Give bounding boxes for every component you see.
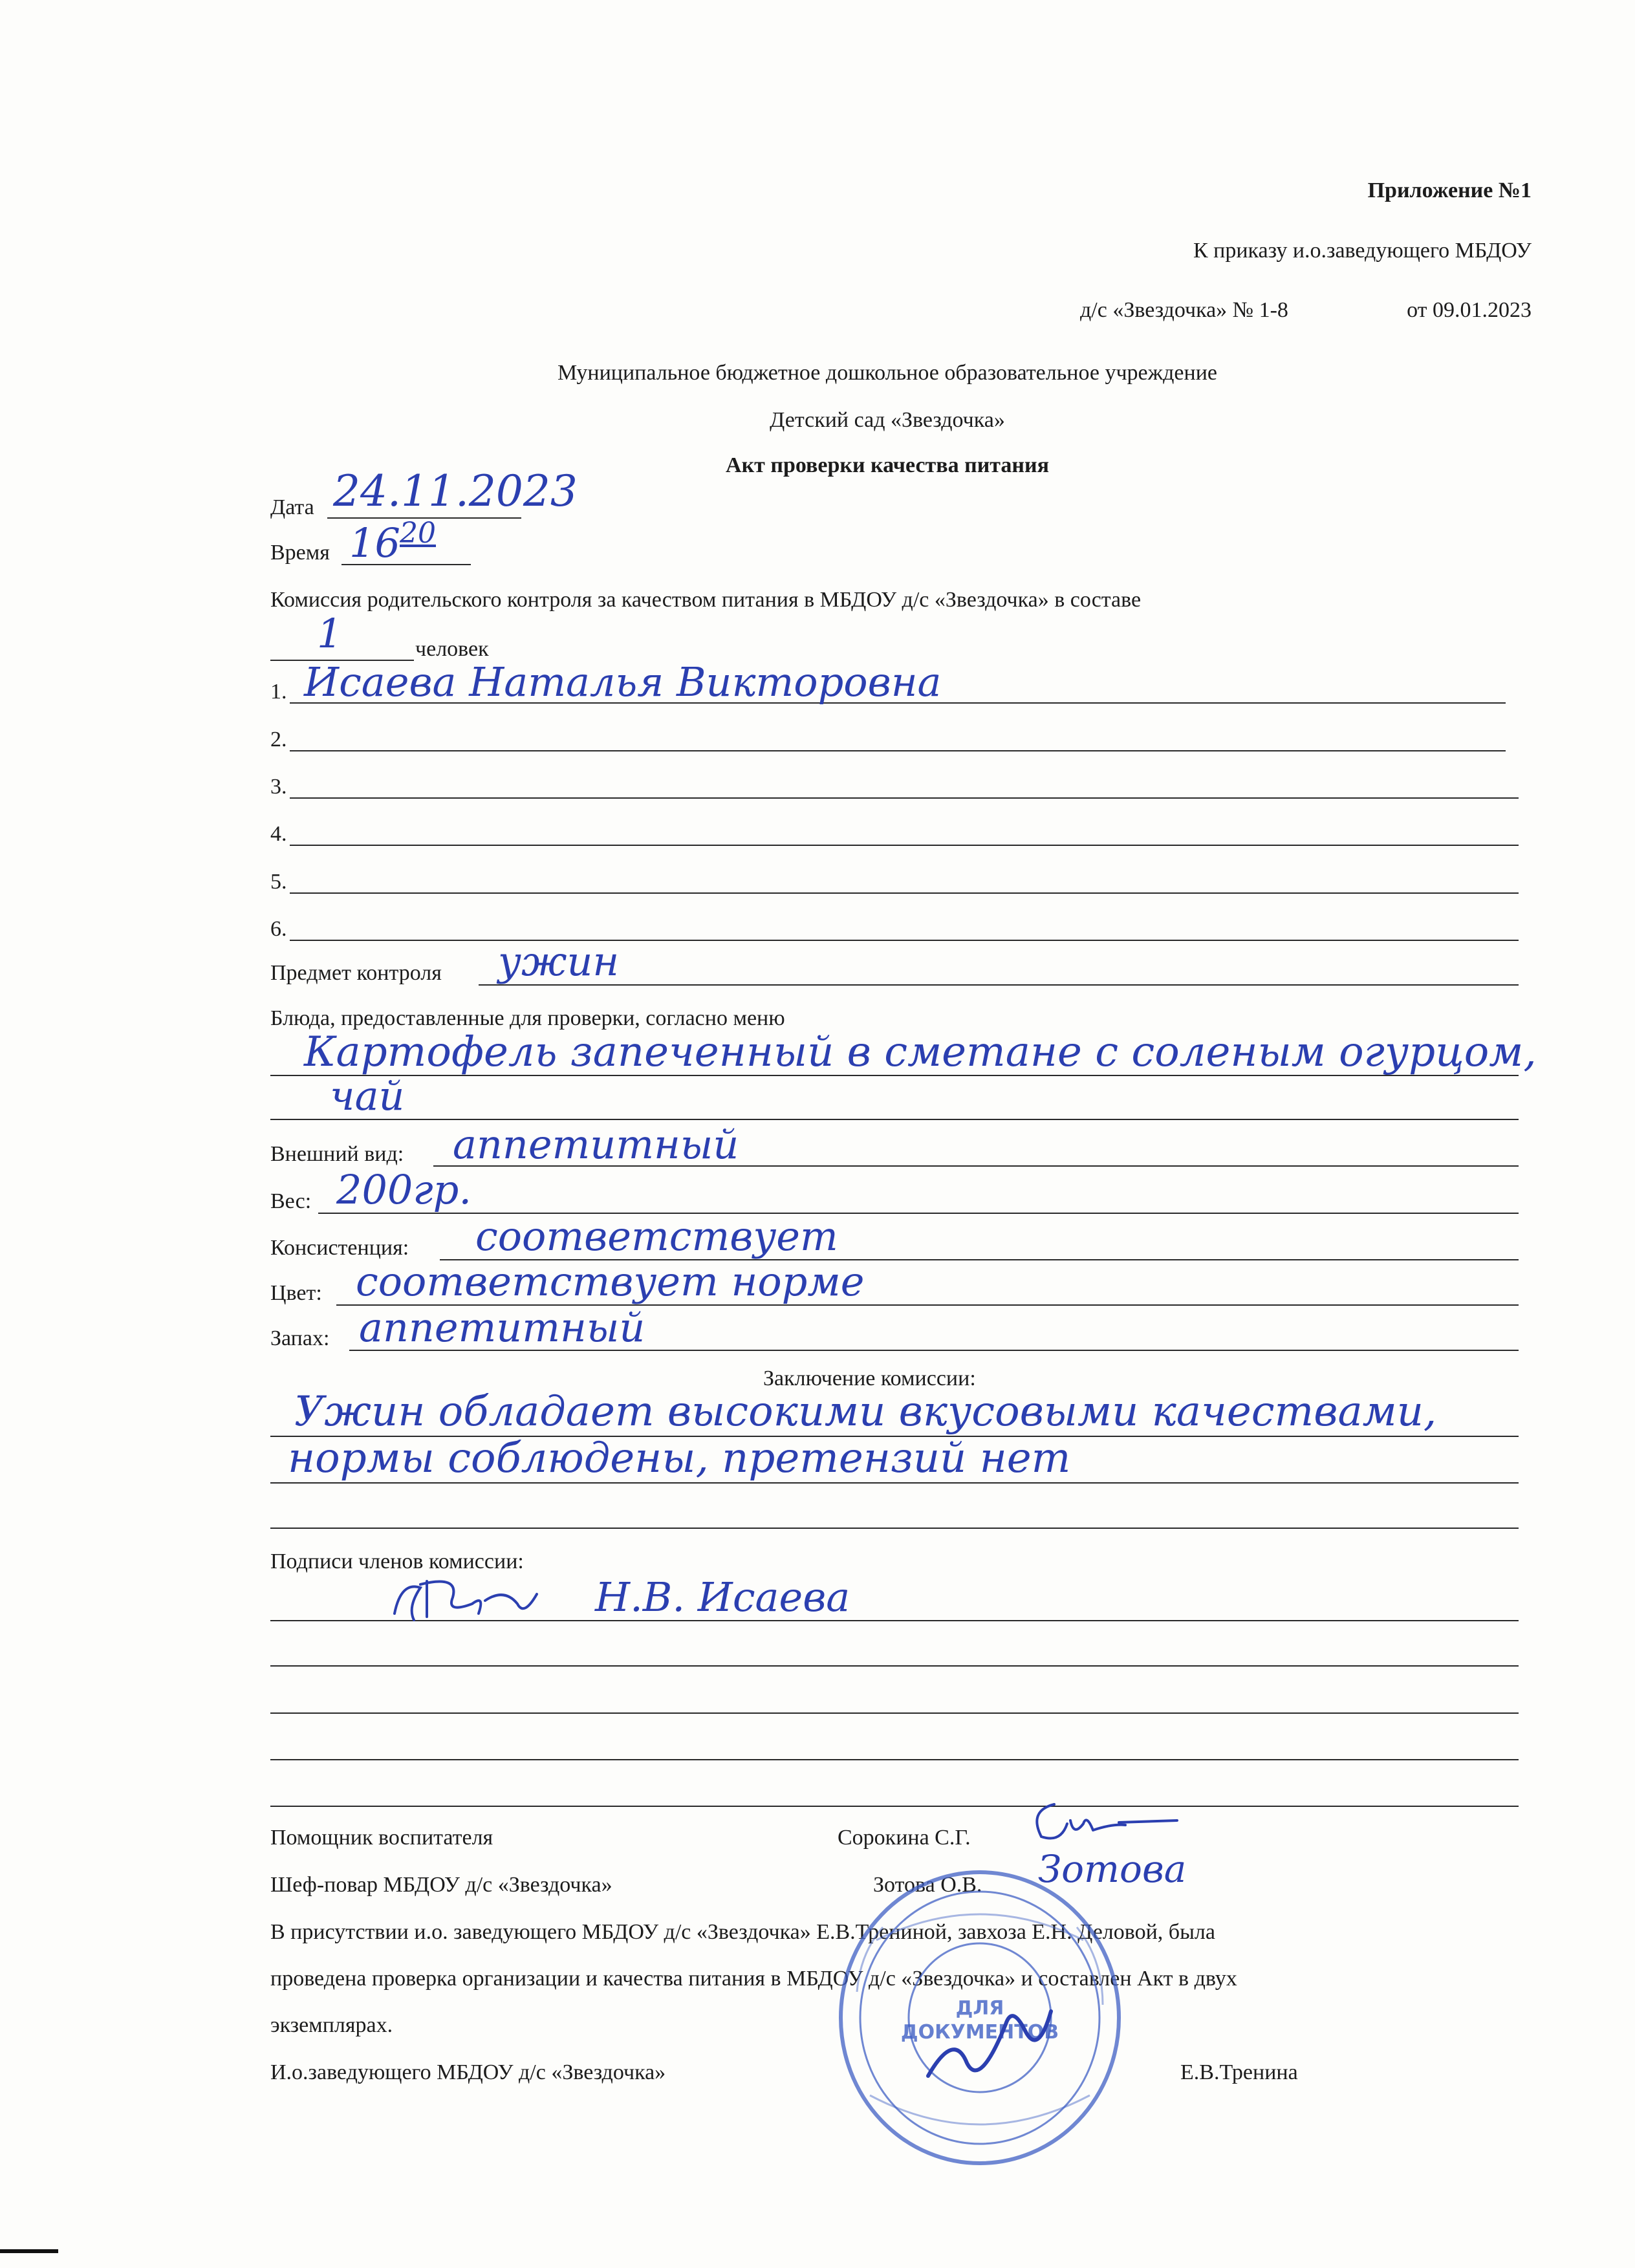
conclusion-line-2: нормы соблюдены, претензий нет (288, 1434, 1071, 1482)
commission-text: Комиссия родительского контроля за качеством питания в МБДОУ д/с «Звездочка» в составе (270, 588, 1142, 612)
date-value: 24.11.2023 (333, 466, 578, 516)
order-reference: К приказу и.о.заведующего МБДОУ (1193, 239, 1532, 263)
smell-label: Запах: (270, 1326, 330, 1350)
time-label: Время (270, 541, 330, 565)
appearance-value: аппетитный (453, 1121, 739, 1168)
assistant-name: Сорокина С.Г. (838, 1826, 971, 1850)
date-label: Дата (270, 495, 314, 519)
subject-label: Предмет контроля (270, 961, 442, 985)
dishes-label: Блюда, предоставленные для проверки, согласно меню (270, 1006, 785, 1030)
chef-name: Зотова О.В. (873, 1873, 982, 1897)
member-number: 5. (270, 870, 287, 894)
consistency-label: Консистенция: (270, 1236, 409, 1260)
dishes-line-1: Картофель запеченный в сметане с соленым огурцом, (304, 1028, 1537, 1076)
time-hours: 16 (349, 519, 400, 567)
chef-role: Шеф-повар МБДОУ д/с «Звездочка» (270, 1873, 612, 1897)
presence-line-1: В присутствии и.о. заведующего МБДОУ д/с «Звездочка» Е.В.Трениной, завхоза Е.Н. Деловой, была (270, 1920, 1215, 1944)
head-name: Е.В.Тренина (1180, 2060, 1298, 2084)
people-label: человек (415, 637, 489, 661)
member-signature-scribble (382, 1568, 543, 1633)
member-number: 1. (270, 680, 287, 704)
scan-edge-mark (0, 2249, 58, 2253)
dishes-line-2: чай (330, 1072, 405, 1119)
chef-signature: Зотова (1038, 1847, 1187, 1891)
assistant-role: Помощник воспитателя (270, 1826, 493, 1850)
stamp-text-2: ДОКУМЕНТОВ (900, 2021, 1059, 2044)
stamp-text-1: ДЛЯ (955, 1997, 1004, 2020)
people-count: 1 (317, 610, 343, 657)
head-role: И.о.заведующего МБДОУ д/с «Звездочка» (270, 2060, 666, 2084)
presence-line-2: проведена проверка организации и качества питания в МБДОУ д/с «Звездочка» и составлен Акт в двух (270, 1967, 1237, 1991)
color-value: соответствует норме (356, 1258, 865, 1305)
org-kindergarten: Детский сад «Звездочка» (770, 408, 1005, 432)
appearance-label: Внешний вид: (270, 1142, 404, 1166)
presence-line-3: экземплярах. (270, 2013, 393, 2037)
member-number: 3. (270, 775, 287, 799)
member-number: 4. (270, 822, 287, 846)
document-title: Акт проверки качества питания (726, 453, 1049, 477)
time-minutes: 20 (400, 517, 436, 550)
consistency-value: соответствует (475, 1213, 838, 1260)
subject-value: ужин (498, 938, 620, 985)
color-label: Цвет: (270, 1281, 322, 1305)
order-date: от 09.01.2023 (1407, 298, 1532, 322)
weight-value: 200гр. (336, 1166, 472, 1213)
official-stamp (831, 1863, 1129, 2173)
order-number: д/с «Звездочка» № 1-8 (1080, 298, 1288, 322)
conclusion-label: Заключение комиссии: (763, 1366, 976, 1390)
signatures-label: Подписи членов комиссии: (270, 1550, 524, 1573)
member-name: Исаева Наталья Викторовна (304, 658, 942, 706)
member-signature-name: Н.В. Исаева (595, 1573, 850, 1621)
conclusion-line-1: Ужин обладает высокими вкусовыми качествами, (294, 1388, 1437, 1436)
appendix-label: Приложение №1 (1367, 178, 1532, 202)
weight-label: Вес: (270, 1189, 312, 1213)
org-name: Муниципальное бюджетное дошкольное образовательное учреждение (558, 361, 1217, 385)
smell-value: аппетитный (359, 1304, 645, 1351)
assistant-signature-scribble (1022, 1785, 1184, 1856)
member-number: 2. (270, 728, 287, 751)
member-number: 6. (270, 917, 287, 941)
